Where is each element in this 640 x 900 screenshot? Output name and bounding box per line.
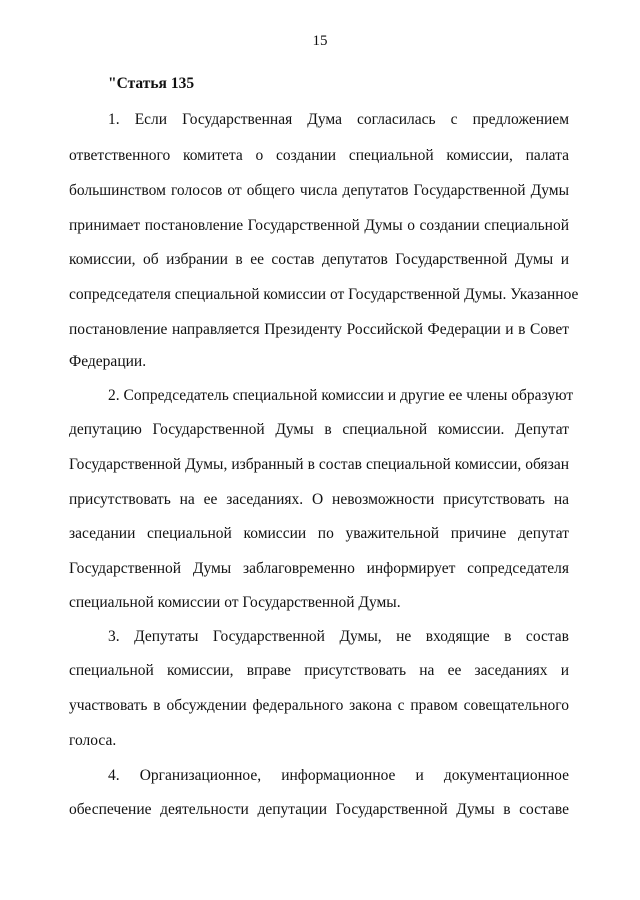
text-line: присутствовать на ее заседаниях. О невозможности присутствовать на — [69, 491, 569, 508]
text-line: постановление направляется Президенту Российской Федерации и в Совет — [69, 321, 569, 338]
text-line: специальной комиссии от Государственной Думы. — [69, 594, 401, 611]
text-line: заседании специальной комиссии по уважительной причине депутат — [69, 525, 569, 542]
text-line: голоса. — [69, 732, 117, 749]
text-line: 2. Сопредседатель специальной комиссии и другие ее члены образуют — [108, 387, 574, 404]
text-line: 3. Депутаты Государственной Думы, не входящие в состав — [108, 628, 569, 645]
text-line: большинством голосов от общего числа депутатов Государственной Думы — [69, 182, 569, 199]
text-line: Государственной Думы, избранный в состав специальной комиссии, обязан — [69, 456, 569, 473]
text-line: комиссии, об избрании в ее состав депутатов Государственной Думы и — [69, 251, 569, 268]
text-line: 1. Если Государственная Дума согласилась с предложением — [108, 111, 569, 128]
text-line: обеспечение деятельности депутации Государственной Думы в составе — [69, 801, 569, 818]
text-line: участвовать в обсуждении федерального закона с правом совещательного — [69, 697, 569, 714]
article-title: "Статья 135 — [108, 75, 195, 92]
text-line: специальной комиссии, вправе присутствовать на ее заседаниях и — [69, 662, 569, 679]
page-number: 15 — [312, 33, 328, 49]
text-line: сопредседателя специальной комиссии от Государственной Думы. Указанное — [69, 286, 579, 303]
text-line: Государственной Думы заблаговременно информирует сопредседателя — [69, 560, 569, 577]
text-line: Федерации. — [69, 353, 147, 370]
text-line: депутацию Государственной Думы в специальной комиссии. Депутат — [69, 421, 569, 438]
text-line: ответственного комитета о создании специальной комиссии, палата — [69, 147, 569, 164]
text-line: 4. Организационное, информационное и документационное — [108, 767, 569, 784]
text-line: принимает постановление Государственной Думы о создании специальной — [69, 217, 569, 234]
